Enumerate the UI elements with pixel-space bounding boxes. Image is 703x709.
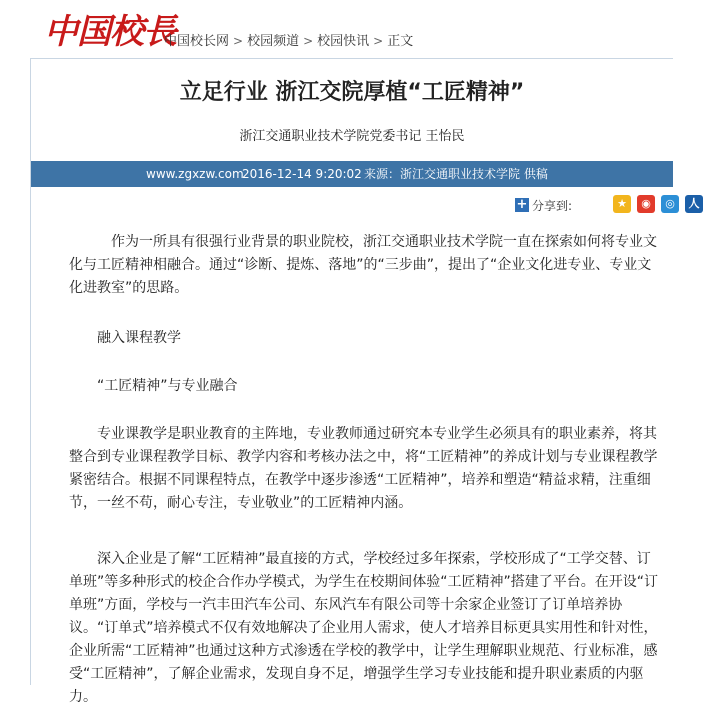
breadcrumb-current: 正文 <box>387 34 414 49</box>
weibo-icon[interactable]: ◉ <box>637 195 655 213</box>
qq-icon[interactable]: ◎ <box>661 195 679 213</box>
article-meta-bar <box>31 161 673 187</box>
site-header <box>0 0 672 58</box>
breadcrumb-campus-channel[interactable]: 校园频道 <box>247 34 300 49</box>
breadcrumb <box>164 30 413 49</box>
paragraph-intro: 作为一所具有很强行业背景的职业院校，浙江交通职业技术学院一直在探索如何将专业文化与工匠精神相融合。通过“诊断、提炼、落地”的“三步曲”，提出了“企业文化进专业、专业文化进教室”的思路。 <box>69 234 657 296</box>
article-author: 浙江交通职业技术学院党委书记 王怡民 <box>239 129 465 144</box>
breadcrumb-campus-news[interactable]: 校园快讯 <box>317 34 370 49</box>
breadcrumb-separator: > <box>233 34 244 48</box>
meta-source: 来源：浙江交通职业技术学院 供稿 <box>364 167 548 181</box>
article-container <box>30 58 700 705</box>
breadcrumb-home[interactable]: 中国校长网 <box>164 34 230 49</box>
qzone-icon[interactable]: ★ <box>613 195 631 213</box>
site-logo[interactable]: 中国校長 <box>44 12 176 52</box>
meta-site: www.zgxzw.com <box>146 167 244 181</box>
section-heading: 融入课程教学 <box>97 330 181 346</box>
meta-time: 2016-12-14 9:20:02 <box>242 167 362 181</box>
paragraph-enterprise: 深入企业是了解“工匠精神”最直接的方式，学校经过多年探索，学校形成了“工学交替、订单班”等多种形式的校企合作办学模式，为学生在校期间体验“工匠精神”搭建了平台。在开设“订单班”方面，学校与一汽丰田汽车公司、东风汽车有限公司等十余家企业签订了订单培养协议。“订单式”培养模式不仅有效地解决了企业用人需求，使人才培养目标更具实用性和针对性，企业所需“工匠精神”也通过这种方式渗透在学校的教学中，让学生理解职业规范、行业标准，感受“工匠精神”，了解企业需求，发现自身不足，增强学生学习专业技能和提升职业素质的内驱力。 <box>69 551 659 705</box>
share-plus-icon[interactable]: + <box>516 197 528 212</box>
breadcrumb-separator: > <box>303 34 314 48</box>
renren-icon[interactable]: 人 <box>685 195 703 213</box>
paragraph-teaching: 专业课教学是职业教育的主阵地，专业教师通过研究本专业学生必须具有的职业素养，将其整合到专业课程教学目标、教学内容和考核办法之中，将“工匠精神”的养成计划与专业课程教学紧密结合。根据不同课程特点，在教学中逐步渗透“工匠精神”，培养和塑造“精益求精，注重细节，一丝不苟，耐心专注，专业敬业”的工匠精神内涵。 <box>69 426 658 511</box>
share-label: 分享到: <box>532 199 573 213</box>
breadcrumb-separator: > <box>373 34 384 48</box>
article-title: 立足行业 浙江交院厚植“工匠精神” <box>179 80 525 105</box>
subsection-heading: “工匠精神”与专业融合 <box>97 378 238 394</box>
